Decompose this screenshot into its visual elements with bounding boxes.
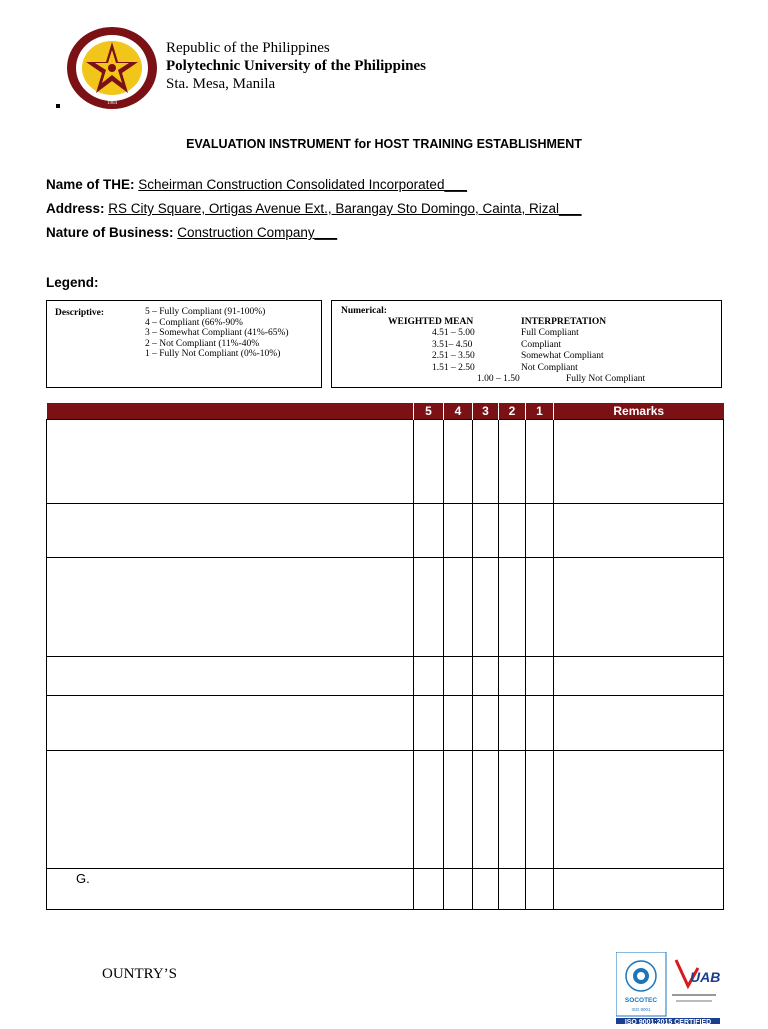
mean-range: 3.51– 4.50 — [432, 340, 473, 350]
criterion-cell — [47, 504, 414, 558]
score-cell[interactable] — [444, 869, 473, 910]
score-cell[interactable] — [414, 657, 444, 696]
bullet-mark — [56, 104, 60, 108]
descriptive-line: 5 – Fully Compliant (91-100%) — [145, 307, 266, 317]
table-row — [47, 420, 724, 504]
descriptive-legend-box — [46, 300, 322, 388]
university-seal-logo — [66, 26, 158, 110]
mean-interpretation: Not Compliant — [521, 363, 578, 373]
mean-interpretation: Full Compliant — [521, 328, 579, 338]
numerical-label: Numerical: — [341, 306, 387, 316]
remarks-cell[interactable] — [554, 751, 724, 869]
score-cell[interactable] — [444, 657, 473, 696]
mean-interpretation: Somewhat Compliant — [521, 351, 604, 361]
score-cell[interactable] — [499, 420, 526, 504]
document-title: EVALUATION INSTRUMENT for HOST TRAINING ESTABLISHMENT — [186, 137, 582, 151]
score-cell[interactable] — [526, 751, 554, 869]
remarks-cell[interactable] — [554, 696, 724, 751]
iso-certification-badge — [616, 952, 720, 1024]
field-nature-of-business — [46, 225, 337, 240]
score-cell[interactable] — [499, 696, 526, 751]
criterion-cell — [47, 696, 414, 751]
score-5-header: 5 — [414, 403, 444, 420]
table-row — [47, 657, 724, 696]
descriptive-line: 1 – Fully Not Compliant (0%-10%) — [145, 349, 281, 359]
socotec-iso-label: ISO 9001 — [631, 1007, 651, 1012]
footer-text: OUNTRY’S — [102, 966, 178, 982]
score-cell[interactable] — [444, 696, 473, 751]
remarks-cell[interactable] — [554, 869, 724, 910]
score-cell[interactable] — [473, 657, 499, 696]
remarks-cell[interactable] — [554, 558, 724, 657]
score-cell[interactable] — [414, 696, 444, 751]
score-cell[interactable] — [444, 504, 473, 558]
score-cell[interactable] — [499, 869, 526, 910]
score-1-header: 1 — [526, 403, 554, 420]
weighted-mean-header: WEIGHTED MEAN — [388, 317, 474, 327]
score-cell[interactable] — [473, 504, 499, 558]
mean-interpretation: Fully Not Compliant — [566, 374, 646, 384]
score-2-header: 2 — [499, 403, 526, 420]
mean-range: 2.51 – 3.50 — [432, 351, 475, 361]
score-cell[interactable] — [473, 869, 499, 910]
field-value: RS City Square, Ortigas Avenue Ext., Barangay Sto Domingo, Cainta, Rizal___ — [108, 201, 582, 216]
score-cell[interactable] — [414, 558, 444, 657]
iso-certified-label: ISO 9001:2015 CERTIFIED — [624, 1019, 712, 1024]
score-cell[interactable] — [473, 751, 499, 869]
table-row — [47, 869, 724, 910]
mean-range: 4.51 – 5.00 — [432, 328, 475, 338]
score-cell[interactable] — [526, 869, 554, 910]
table-row — [47, 558, 724, 657]
table-row — [47, 751, 724, 869]
score-cell[interactable] — [414, 420, 444, 504]
descriptive-line: 4 – Compliant (66%-90% — [145, 317, 243, 328]
table-header-row — [47, 403, 724, 420]
descriptive-label: Descriptive: — [55, 308, 105, 318]
mean-interpretation: Compliant — [521, 340, 562, 350]
descriptive-line: 3 – Somewhat Compliant (41%-65%) — [145, 328, 289, 338]
header-location: Sta. Mesa, Manila — [166, 76, 276, 92]
score-cell[interactable] — [444, 420, 473, 504]
table-row — [47, 696, 724, 751]
criterion-cell: G. — [47, 869, 414, 910]
score-cell[interactable] — [526, 696, 554, 751]
score-cell[interactable] — [499, 657, 526, 696]
field-label: Address: — [46, 201, 105, 216]
header-republic: Republic of the Philippines — [166, 40, 330, 56]
score-cell[interactable] — [444, 558, 473, 657]
score-cell[interactable] — [499, 504, 526, 558]
remarks-cell[interactable] — [554, 504, 724, 558]
remarks-cell[interactable] — [554, 657, 724, 696]
score-cell[interactable] — [499, 751, 526, 869]
score-cell[interactable] — [414, 751, 444, 869]
field-label: Name of THE: — [46, 177, 135, 192]
score-cell[interactable] — [414, 869, 444, 910]
score-cell[interactable] — [473, 696, 499, 751]
score-cell[interactable] — [444, 751, 473, 869]
score-4-header: 4 — [444, 403, 473, 420]
score-cell[interactable] — [473, 558, 499, 657]
legend-heading: Legend: — [46, 275, 99, 290]
score-cell[interactable] — [526, 657, 554, 696]
score-cell[interactable] — [526, 420, 554, 504]
remarks-cell[interactable] — [554, 420, 724, 504]
score-cell[interactable] — [526, 558, 554, 657]
table-row — [47, 504, 724, 558]
field-value: Scheirman Construction Consolidated Incorporated___ — [138, 177, 467, 192]
score-cell[interactable] — [414, 504, 444, 558]
remarks-header: Remarks — [554, 403, 724, 420]
score-cell[interactable] — [499, 558, 526, 657]
evaluation-table — [46, 403, 724, 910]
interpretation-header: INTERPRETATION — [521, 317, 607, 327]
criterion-cell — [47, 420, 414, 504]
score-cell[interactable] — [473, 420, 499, 504]
mean-range: 1.00 – 1.50 — [477, 374, 520, 384]
uab-label: UAB — [690, 969, 720, 985]
score-3-header: 3 — [473, 403, 499, 420]
field-name-of-the — [46, 177, 467, 192]
descriptive-line: 2 – Not Compliant (11%-40% — [145, 338, 260, 349]
criterion-cell — [47, 751, 414, 869]
criterion-cell — [47, 558, 414, 657]
score-cell[interactable] — [526, 504, 554, 558]
field-address — [46, 201, 582, 216]
seal-year: 1904 — [107, 101, 117, 106]
field-label: Nature of Business: — [46, 225, 174, 240]
criterion-cell — [47, 657, 414, 696]
field-value: Construction Company___ — [177, 225, 338, 240]
numerical-legend-box — [331, 300, 722, 388]
criteria-header — [47, 403, 414, 420]
header-university: Polytechnic University of the Philippines — [166, 58, 426, 74]
mean-range: 1.51 – 2.50 — [432, 363, 475, 373]
socotec-label: SOCOTEC — [624, 997, 658, 1004]
